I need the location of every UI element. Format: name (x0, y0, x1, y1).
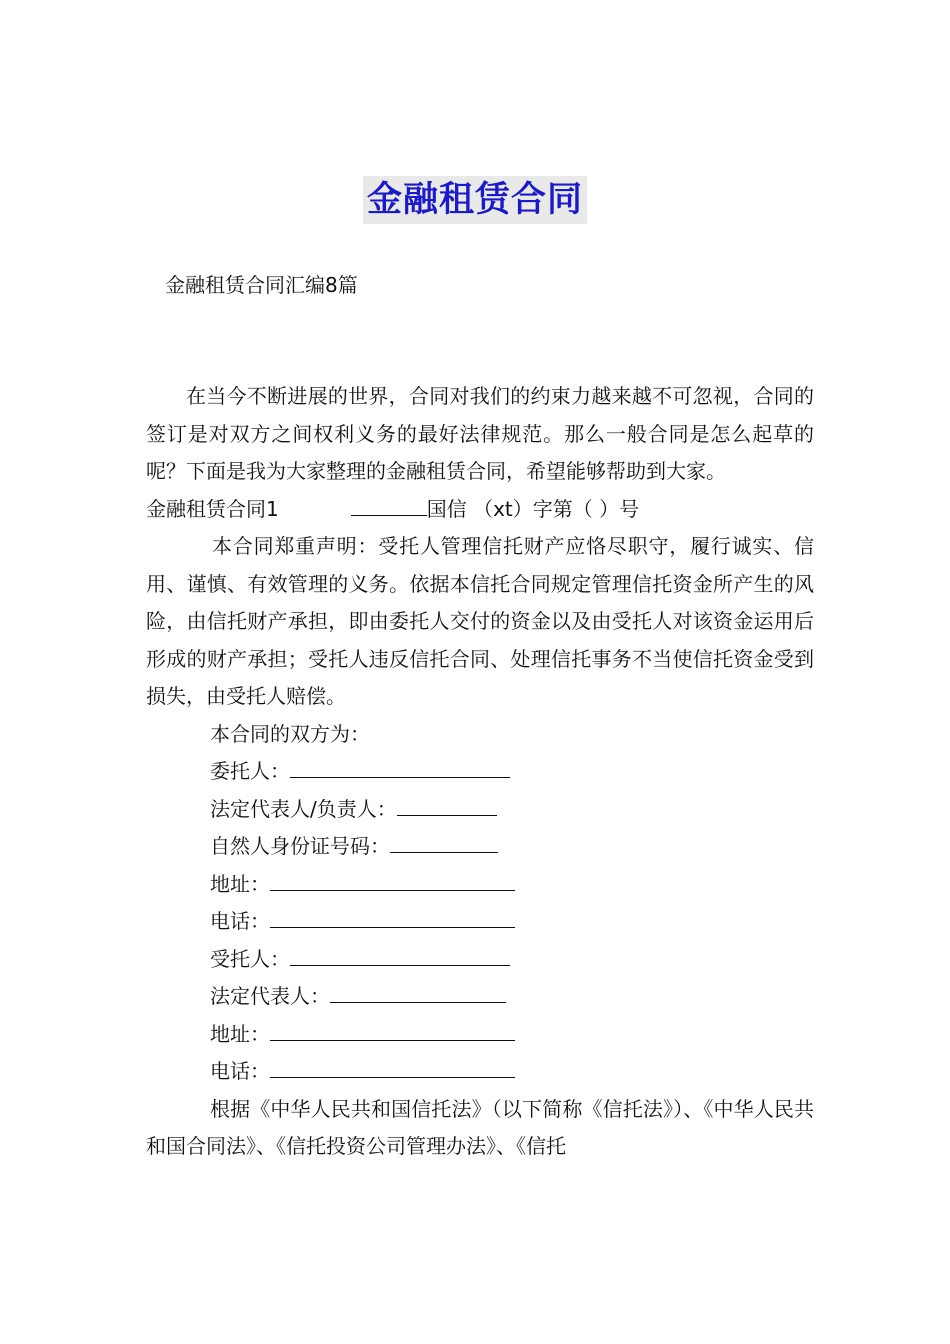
document-subtitle: 金融租赁合同汇编8篇 (165, 273, 358, 297)
contract-heading-line (146, 491, 814, 529)
intro-paragraph: 在当今不断进展的世界，合同对我们的约束力越来越不可忽视，合同的签订是对双方之间权利义务的最好法律规范。那么一般合同是怎么起草的呢？下面是我为大家整理的金融租赁合同，希望能够帮助到大家。 (146, 384, 814, 483)
parties-intro: 本合同的双方为： (210, 721, 370, 746)
document-body (146, 378, 814, 1166)
blank-line (270, 1016, 515, 1041)
field-phone-2 (146, 1053, 814, 1091)
field-label: 法定代表人： (210, 984, 330, 1008)
field-address (146, 866, 814, 904)
contract-ref-blank (351, 493, 427, 516)
blank-line (290, 753, 510, 778)
title-container (0, 176, 950, 224)
field-trustee (146, 941, 814, 979)
field-label: 委托人： (210, 759, 290, 783)
blank-line (290, 941, 510, 966)
blank-line (397, 791, 497, 816)
field-label: 自然人身份证号码： (210, 834, 390, 858)
contract-heading: 金融租赁合同1 (146, 496, 279, 521)
declaration-paragraph: 本合同郑重声明：受托人管理信托财产应恪尽职守，履行诚实、信用、谨慎、有效管理的义务。依据本信托合同规定管理信托资金所产生的风险，由信托财产承担，即由委托人交付的资金以及由受托人对该资金运用后形成的财产承担；受托人违反信托合同、处理信托事务不当使信托资金受到损失，由受托人赔偿。 (146, 534, 814, 708)
blank-line (270, 1053, 515, 1078)
field-label: 电话： (210, 1059, 270, 1083)
legal-basis-paragraph: 根据《中华人民共和国信托法》（以下简称《信托法》）、《中华人民共和国合同法》、《信托投资公司管理办法》、《信托 (146, 1096, 814, 1158)
document-title: 金融租赁合同 (363, 176, 587, 224)
field-legal-rep (146, 978, 814, 1016)
field-label: 受托人： (210, 946, 290, 971)
field-address-2 (146, 1016, 814, 1054)
field-entrustor (146, 753, 814, 791)
blank-line (270, 866, 515, 891)
field-label: 法定代表人/负责人： (210, 796, 397, 821)
blank-line (390, 828, 498, 853)
field-label: 地址： (210, 871, 270, 896)
field-id-number (146, 828, 814, 866)
blank-line (270, 903, 515, 928)
blank-line (330, 978, 506, 1003)
field-label: 地址： (210, 1021, 270, 1046)
contract-ref-suffix: 国信 （xt）字第（ ）号 (426, 496, 640, 521)
field-legal-rep-responsible (146, 791, 814, 829)
field-phone (146, 903, 814, 941)
field-label: 电话： (210, 909, 270, 933)
